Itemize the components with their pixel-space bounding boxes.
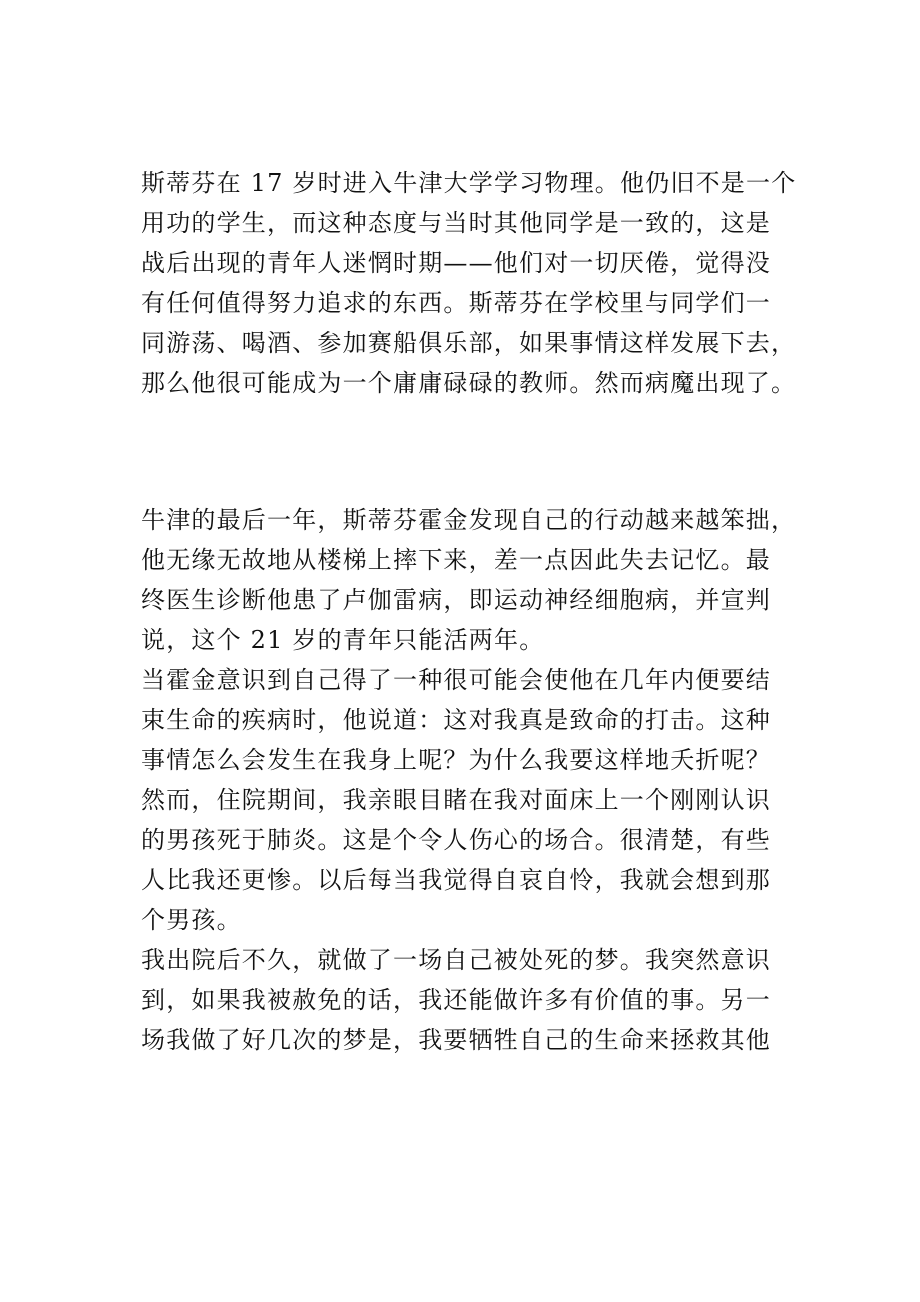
text-line: 我出院后不久，就做了一场自己被处死的梦。我突然意识 <box>141 946 771 974</box>
text-line: 然而，住院期间，我亲眼目睹在我对面床上一个刚刚认识 <box>141 786 771 814</box>
text-line: 个男孩。 <box>141 906 242 934</box>
text-line: 战后出现的青年人迷惘时期——他们对一切厌倦，觉得没 <box>141 249 771 277</box>
text-line: 他无缘无故地从楼梯上摔下来，差一点因此失去记忆。最 <box>141 546 771 574</box>
text-line: 说，这个 21 岁的青年只能活两年。 <box>141 626 545 654</box>
text-line: 的男孩死于肺炎。这是个令人伤心的场合。很清楚，有些 <box>141 826 771 854</box>
paragraph-block-2 <box>141 500 797 1060</box>
text-line: 斯蒂芬在 17 岁时进入牛津大学学习物理。他仍旧不是一个 <box>141 169 797 197</box>
text-line: 人比我还更惨。以后每当我觉得自哀自怜，我就会想到那 <box>141 866 771 894</box>
text-line: 同游荡、喝酒、参加赛船俱乐部，如果事情这样发展下去， <box>141 329 797 357</box>
text-line: 束生命的疾病时，他说道：这对我真是致命的打击。这种 <box>141 706 771 734</box>
text-line: 终医生诊断他患了卢伽雷病，即运动神经细胞病，并宣判 <box>141 586 771 614</box>
text-line: 事情怎么会发生在我身上呢？为什么我要这样地夭折呢？ <box>141 746 771 774</box>
text-line: 当霍金意识到自己得了一种很可能会使他在几年内便要结 <box>141 666 771 694</box>
text-line: 用功的学生，而这种态度与当时其他同学是一致的，这是 <box>141 209 771 237</box>
paragraph-block-1 <box>141 163 797 403</box>
text-line: 到，如果我被赦免的话，我还能做许多有价值的事。另一 <box>141 986 771 1014</box>
text-line: 牛津的最后一年，斯蒂芬霍金发现自己的行动越来越笨拙， <box>141 506 797 534</box>
text-line: 那么他很可能成为一个庸庸碌碌的教师。然而病魔出现了。 <box>141 369 797 397</box>
text-line: 场我做了好几次的梦是，我要牺牲自己的生命来拯救其他 <box>141 1026 771 1054</box>
text-line: 有任何值得努力追求的东西。斯蒂芬在学校里与同学们一 <box>141 289 771 317</box>
